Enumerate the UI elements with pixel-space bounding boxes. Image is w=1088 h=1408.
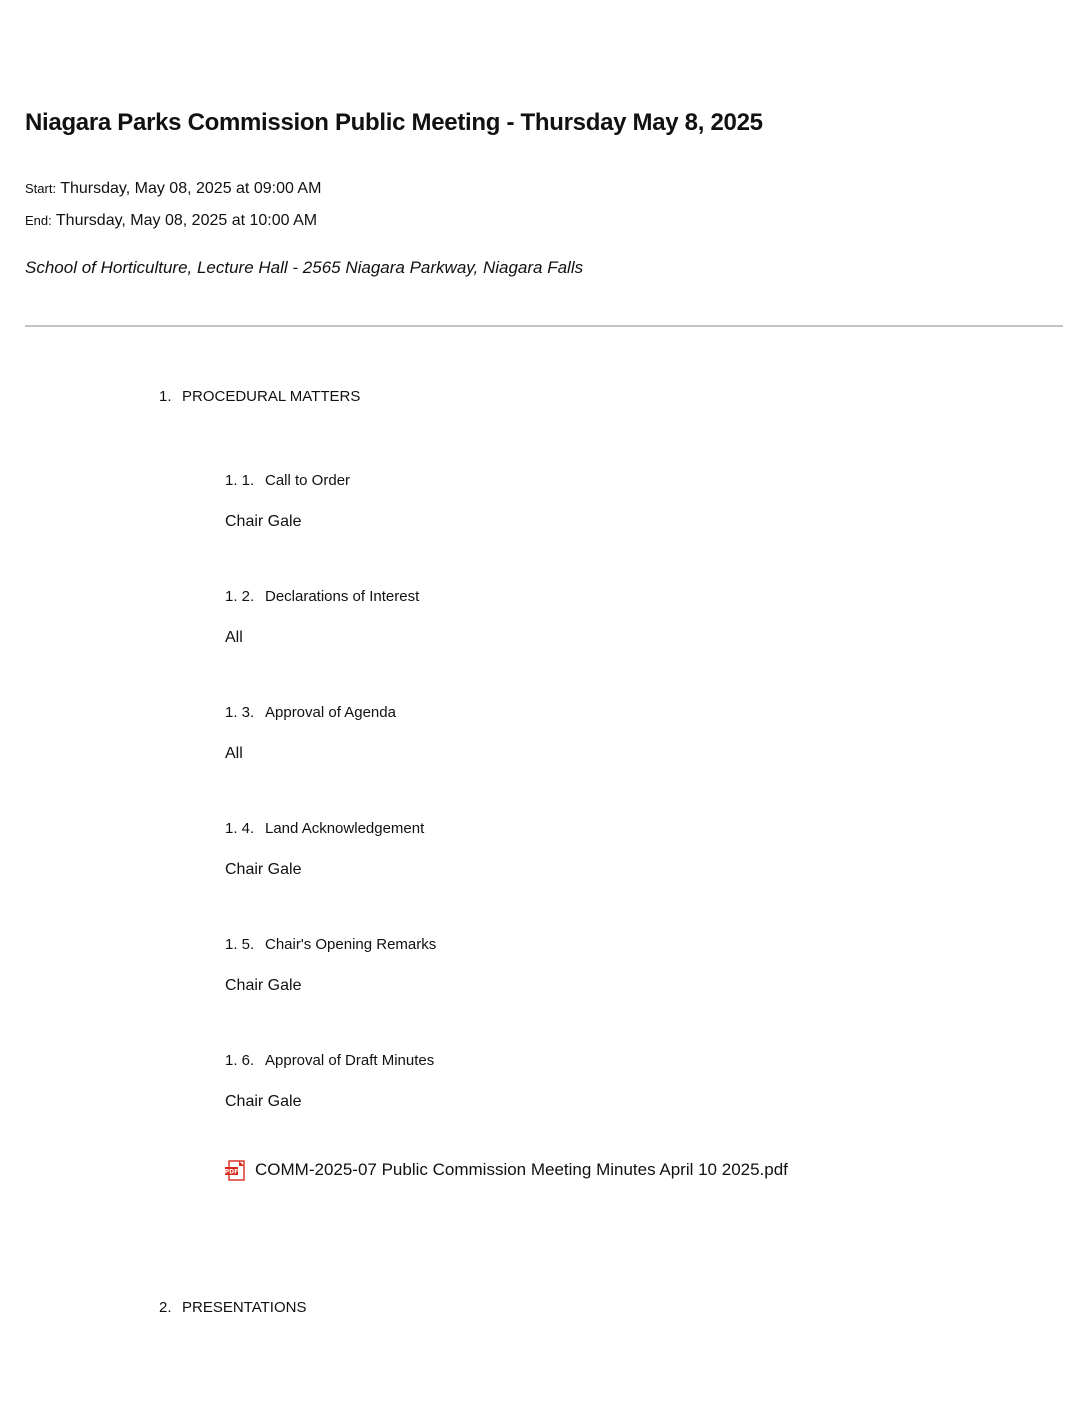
header-divider	[25, 325, 1063, 327]
agenda-item-label: Land Acknowledgement	[265, 820, 425, 837]
agenda-item-presenter: Chair Gale	[225, 977, 302, 994]
agenda-item-number: 1. 2.	[225, 588, 255, 605]
agenda-item-label: Declarations of Interest	[265, 588, 420, 605]
agenda-item-declarations-of-interest	[225, 588, 419, 647]
svg-text:PDF: PDF	[224, 1168, 239, 1176]
section-title: PRESENTATIONS	[182, 1299, 307, 1316]
agenda-item-presenter: Chair Gale	[225, 861, 302, 878]
agenda-item-title	[225, 936, 436, 953]
agenda-item-label: Call to Order	[265, 472, 351, 489]
meeting-end	[25, 212, 317, 230]
agenda-item-number: 1. 5.	[225, 936, 255, 953]
section-heading-procedural-matters	[159, 388, 360, 405]
start-label: Start:	[25, 181, 57, 196]
agenda-item-approval-of-draft-minutes	[225, 1052, 434, 1111]
section-title: PROCEDURAL MATTERS	[182, 388, 361, 405]
meeting-start	[25, 180, 321, 198]
agenda-item-label: Approval of Draft Minutes	[265, 1052, 435, 1069]
agenda-item-title	[225, 820, 424, 837]
agenda-item-approval-of-agenda	[225, 704, 396, 763]
section-number: 1.	[159, 388, 172, 405]
agenda-item-label: Chair's Opening Remarks	[265, 936, 437, 953]
agenda-item-presenter: All	[225, 629, 243, 646]
pdf-icon	[224, 1158, 246, 1182]
agenda-item-title	[225, 1052, 434, 1069]
start-value: Thursday, May 08, 2025 at 09:00 AM	[60, 180, 322, 197]
attachment-link[interactable]	[224, 1158, 788, 1182]
meeting-location: School of Horticulture, Lecture Hall - 2565 Niagara Parkway, Niagara Falls	[25, 258, 584, 277]
section-number: 2.	[159, 1299, 172, 1316]
agenda-item-title	[225, 588, 419, 605]
agenda-item-number: 1. 6.	[225, 1052, 255, 1069]
attachment-filename[interactable]: COMM-2025-07 Public Commission Meeting Minutes April 10 2025.pdf	[255, 1160, 788, 1179]
agenda-item-presenter: Chair Gale	[225, 513, 302, 530]
agenda-item-title	[225, 704, 396, 721]
agenda-item-land-acknowledgement	[225, 820, 424, 879]
agenda-item-call-to-order	[225, 472, 350, 531]
section-heading-presentations	[159, 1299, 306, 1316]
agenda-item-number: 1. 1.	[225, 472, 255, 489]
agenda-item-presenter: Chair Gale	[225, 1093, 302, 1110]
agenda-item-title	[225, 472, 350, 489]
agenda-item-chairs-opening-remarks	[225, 936, 436, 995]
page-title: Niagara Parks Commission Public Meeting - Thursday May 8, 2025	[25, 109, 763, 136]
agenda-item-number: 1. 4.	[225, 820, 255, 837]
end-value: Thursday, May 08, 2025 at 10:00 AM	[55, 212, 318, 229]
agenda-item-number: 1. 3.	[225, 704, 255, 721]
agenda-item-presenter: All	[225, 745, 243, 762]
end-label: End:	[25, 213, 52, 228]
agenda-item-label: Approval of Agenda	[265, 704, 396, 721]
